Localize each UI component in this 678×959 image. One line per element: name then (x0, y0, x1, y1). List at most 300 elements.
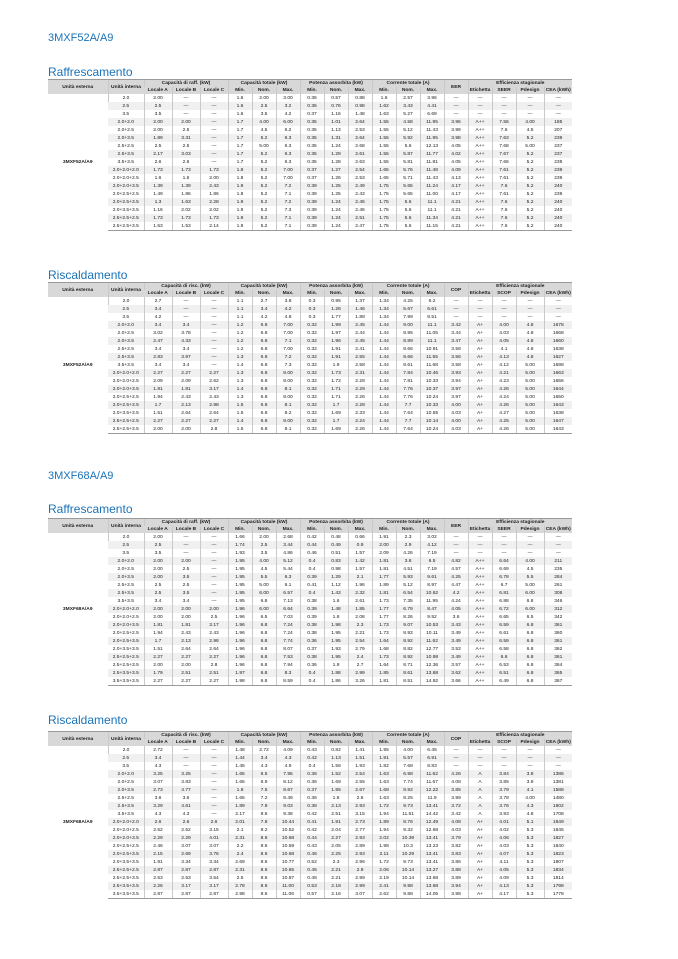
table-cell: 2.68 (348, 142, 372, 150)
table-cell: 1.7 (228, 126, 252, 134)
table-cell: 1.34 (372, 305, 396, 313)
table-cell: 0.39 (300, 182, 324, 190)
table-cell: A++ (468, 166, 492, 174)
table-cell: 1.72 (372, 858, 396, 866)
column-header: Locale A (144, 87, 172, 94)
table-cell: 1.7 (228, 134, 252, 142)
table-row (48, 118, 672, 126)
table-cell: 1.89 (228, 802, 252, 810)
table-cell: 4.08 (444, 778, 468, 786)
table-cell: 2.96 (348, 858, 372, 866)
table-cell: 1.95 (228, 589, 252, 597)
table-cell: 308 (544, 589, 572, 597)
table-cell: 2.13 (172, 637, 200, 645)
table-cell: 0.4 (300, 677, 324, 686)
table-cell: — (544, 102, 572, 110)
table-cell: 2.52 (144, 826, 172, 834)
table-cell: 1.89 (372, 581, 396, 589)
table-cell: 5.3 (516, 874, 544, 882)
table-cell: 0.35 (300, 158, 324, 166)
table-cell: 2.0+2.5+3.5 (108, 401, 144, 409)
table-cell: 2.0+2.5+2.5 (112, 191, 139, 197)
table-cell: 1.49 (144, 190, 172, 198)
section-title-cooling-1: Raffrescamento (48, 65, 133, 79)
column-header: Max. (348, 526, 372, 533)
table-cell: A+ (468, 377, 492, 385)
table-cell: 342 (544, 613, 572, 621)
table-cell: 8.76 (396, 818, 420, 826)
table-cell: 3.98 (444, 890, 468, 899)
table-cell: 2.0+3.5+3.5 (112, 859, 139, 865)
table-cell: 1.7 (324, 417, 348, 425)
table-cell: 7.1 (276, 214, 300, 222)
table-cell: 1.44 (372, 361, 396, 369)
table-cell: 1.63 (172, 198, 200, 206)
table-cell: 3.47 (444, 337, 468, 345)
table-cell: 1.9 (228, 214, 252, 222)
table-cell: 0.41 (300, 818, 324, 826)
table-cell: 8.07 (276, 645, 300, 653)
table-cell: 6.81 (492, 589, 516, 597)
table-cell: 10.98 (420, 653, 444, 661)
table-row (48, 337, 672, 345)
table-cell: 2.29 (144, 834, 172, 842)
table-cell: 1.95 (228, 581, 252, 589)
table-cell: — (544, 305, 572, 313)
column-header: SEER (492, 87, 516, 94)
table-cell: 4.06 (492, 834, 516, 842)
table-cell: 2.51 (200, 669, 228, 677)
table-cell: 4.12 (492, 361, 516, 369)
table-row (48, 826, 672, 834)
table-cell: 3.56 (444, 353, 468, 361)
table-cell: 2.46 (348, 198, 372, 206)
table-cell: — (444, 305, 468, 313)
table-cell: 3.17 (200, 882, 228, 890)
table-cell: 2.45 (348, 337, 372, 345)
table-cell: 6.00 (252, 605, 276, 613)
table-cell: 2.93 (348, 834, 372, 842)
table-cell: 1.6 (144, 174, 172, 182)
table-cell: 3.31 (172, 134, 200, 142)
table-cell: 3.66 (444, 677, 468, 686)
table-cell: 0.32 (300, 337, 324, 345)
table-cell: A++ (468, 597, 492, 605)
table-cell: — (172, 746, 200, 754)
table-cell: 4.25 (444, 573, 468, 581)
table-cell: 2.46 (144, 842, 172, 850)
table-cell: A+ (468, 842, 492, 850)
column-header: Nom. (324, 739, 348, 746)
column-header: Nom. (396, 87, 420, 94)
table-cell: 5.2 (516, 166, 544, 174)
table-cell: 0.32 (300, 425, 324, 434)
table-cell: 5.2 (516, 174, 544, 182)
table-cell: 1.95 (228, 565, 252, 573)
column-group-header: Capacità totale (kW) (228, 732, 300, 740)
table-cell: 2.2 (228, 842, 252, 850)
table-cell: 4.09 (276, 746, 300, 754)
table-cell: A (468, 810, 492, 818)
table-cell: 2.15 (144, 850, 172, 858)
table-cell: 3.93 (444, 369, 468, 377)
table-cell: 3.94 (444, 882, 468, 890)
table-cell: 4.41 (420, 102, 444, 110)
table-cell: 0.39 (300, 198, 324, 206)
table-cell: 11.77 (420, 150, 444, 158)
table-row (48, 778, 672, 786)
table-cell: 6.8 (252, 637, 276, 645)
table-cell: 2.27 (144, 417, 172, 425)
table-cell: 2.02 (372, 834, 396, 842)
table-cell: 7.24 (276, 621, 300, 629)
column-group-header: Potenza assorbita (kW) (300, 732, 372, 740)
table-cell: 0.46 (300, 850, 324, 858)
table-cell: 8.1 (276, 385, 300, 393)
table-cell: 10.68 (276, 850, 300, 858)
table-cell: 2.4 (348, 653, 372, 661)
table-row (48, 874, 672, 882)
table-cell: 8.83 (420, 762, 444, 770)
section-title-heating-1: Riscaldamento (48, 268, 128, 282)
table-cell: A+ (468, 417, 492, 425)
table-cell: 1.88 (348, 313, 372, 321)
table-cell: 1.82 (372, 762, 396, 770)
table-cell: 7.84 (396, 369, 420, 377)
table-cell: 1.44 (372, 353, 396, 361)
table-cell: 2.00 (144, 613, 172, 621)
table-cell: 1.81 (144, 621, 172, 629)
table-row (48, 605, 672, 613)
table-cell: A (468, 794, 492, 802)
table-cell: 8.12 (276, 778, 300, 786)
table-cell: 2.0+3.5 (108, 786, 144, 794)
column-group-header: EER (444, 80, 468, 95)
table-cell: 2.54 (348, 166, 372, 174)
table-cell: 3.34 (172, 858, 200, 866)
column-header: SCOP (492, 290, 516, 297)
table-cell: 3.5+3.5+3.5 (108, 677, 144, 686)
table-row (48, 754, 672, 762)
table-cell: 8.1 (276, 425, 300, 434)
table-cell: 1.6 (172, 174, 200, 182)
table-cell: 2.0+2.5+3.5 (108, 850, 144, 858)
table-cell: 0.3 (300, 297, 324, 305)
table-cell: 2.0+2.0+2.5 (112, 614, 139, 620)
table-cell: A++ (468, 222, 492, 231)
table-cell: 8.1 (276, 401, 300, 409)
table-row (48, 158, 672, 166)
table-cell: — (492, 762, 516, 770)
table-cell: 1.4 (228, 385, 252, 393)
table-cell: 1.34 (372, 313, 396, 321)
table-cell: 1.8 (324, 794, 348, 802)
table-cell: 261 (544, 581, 572, 589)
table-cell: 3.5 (172, 589, 200, 597)
table-cell: 0.35 (300, 118, 324, 126)
column-header: Max. (420, 739, 444, 746)
table-cell: 2.5+3.5 (108, 802, 144, 810)
table-cell: — (492, 313, 516, 321)
table-cell: — (444, 541, 468, 549)
table-cell: 2.0+3.5 (108, 337, 144, 345)
table-cell: — (172, 541, 200, 549)
table-cell: A++ (468, 214, 492, 222)
table-cell: 5.2 (252, 166, 276, 174)
table-cell: A+ (468, 361, 492, 369)
table-cell: 240 (544, 206, 572, 214)
table-cell: 3.4 (144, 321, 172, 329)
table-cell: 0.37 (300, 166, 324, 174)
table-cell: 3.07 (144, 778, 172, 786)
table-cell: 1.63 (372, 110, 396, 118)
table-cell: 4.07 (492, 850, 516, 858)
table-cell: 1.81 (372, 565, 396, 573)
table-cell: 0.39 (300, 222, 324, 231)
table-cell: 2.8 (200, 661, 228, 669)
table-cell: — (172, 297, 200, 305)
table-cell: 2.54 (348, 637, 372, 645)
table-cell: 6.8 (516, 629, 544, 637)
table-cell: 1.55 (372, 126, 396, 134)
table-cell: 2.87 (200, 866, 228, 874)
table-cell: 1.26 (324, 174, 348, 182)
table-cell: 5.2 (252, 198, 276, 206)
table-cell: 3.07 (348, 890, 372, 899)
column-header: Nom. (324, 526, 348, 533)
table-cell: 2.51 (324, 810, 348, 818)
table-cell: — (492, 305, 516, 313)
table-cell: 6.8 (252, 669, 276, 677)
table-cell: 2.5+2.5+2.5 (108, 866, 144, 874)
table-cell: 9.98 (396, 882, 420, 890)
table-cell: 6.1 (276, 581, 300, 589)
table-cell: 2.29 (172, 834, 200, 842)
table-cell: 0.32 (300, 393, 324, 401)
table-cell: 2.0+2.5+3.5 (108, 198, 144, 206)
table-cell: 2.09 (172, 377, 200, 385)
table-cell: 1.24 (324, 206, 348, 214)
table-cell: 2.32 (348, 589, 372, 597)
table-cell: 5.6 (396, 142, 420, 150)
table-cell: 5.2 (252, 150, 276, 158)
table-cell: 2.5 (200, 613, 228, 621)
table-cell: 7.76 (396, 385, 420, 393)
table-cell: A++ (468, 629, 492, 637)
table-cell: 3.5 (122, 763, 130, 769)
table-cell: 3.17 (200, 385, 228, 393)
column-header: Max. (276, 739, 300, 746)
table-cell: 2.0+2.0 (108, 770, 144, 778)
table-cell: 1.26 (324, 305, 348, 313)
table-cell: 7.2 (276, 182, 300, 190)
table-cell: 1.95 (228, 573, 252, 581)
table-cell: 0.4 (300, 669, 324, 677)
table-cell: 1.65 (228, 794, 252, 802)
table-cell: 2.00 (372, 541, 396, 549)
table-row (48, 653, 672, 661)
table-cell: 1386 (544, 770, 572, 778)
table-cell: — (492, 754, 516, 762)
table-cell: 2.00 (252, 533, 276, 541)
column-header: Nom. (396, 290, 420, 297)
table-cell: 1.13 (324, 754, 348, 762)
table-cell: 361 (544, 637, 572, 645)
table-cell: — (492, 533, 516, 541)
table-cell: 3.02 (420, 533, 444, 541)
table-cell: 1.94 (372, 826, 396, 834)
table-cell: 1.5 (228, 409, 252, 417)
table-cell: 2.00 (144, 533, 172, 541)
table-cell: 4.8 (516, 353, 544, 361)
table-cell: 2.62 (372, 890, 396, 899)
table-cell: 365 (544, 669, 572, 677)
table-cell: 7.3 (276, 361, 300, 369)
table-cell: 2.25 (324, 850, 348, 858)
column-group-header: Capacità totale (kW) (228, 519, 300, 527)
table-cell: 2.09 (372, 549, 396, 557)
table-cell: 5.6 (396, 198, 420, 206)
column-group-header: Corrente totale (A) (372, 732, 444, 740)
table-cell: 2.5+2.5 (117, 143, 134, 149)
table-cell: 8.6 (252, 810, 276, 818)
table-cell: 2.09 (144, 377, 172, 385)
table-row (48, 401, 672, 409)
table-cell: 1.7 (228, 142, 252, 150)
table-cell: 7.74 (396, 778, 420, 786)
table-cell: A+ (468, 385, 492, 393)
table-cell: 4.2 (276, 305, 300, 313)
table-cell: 2.46 (348, 206, 372, 214)
table-cell: 1.44 (372, 417, 396, 425)
table-cell: 1.97 (324, 329, 348, 337)
table-cell: 0.88 (348, 94, 372, 102)
table-cell: 2.13 (172, 401, 200, 409)
table-cell: 6.78 (492, 573, 516, 581)
table-cell: 2.87 (200, 890, 228, 899)
table-row (48, 377, 672, 385)
table-cell: 2.6 (144, 158, 172, 166)
table-cell: 2.5 (108, 541, 144, 549)
column-group-header: Potenza assorbita (kW) (300, 80, 372, 88)
table-cell: 6.79 (396, 605, 420, 613)
table-cell: 3.56 (444, 345, 468, 353)
table-cell: A++ (468, 557, 492, 565)
table-cell: 8.2 (252, 826, 276, 834)
table-cell: — (200, 94, 228, 102)
table-cell: 1.65 (228, 778, 252, 786)
table-cell: 4.26 (492, 425, 516, 434)
table-cell: 5.2 (516, 182, 544, 190)
table-cell: 2.05 (324, 842, 348, 850)
table-cell: — (516, 110, 544, 118)
table-cell: 1.6 (228, 102, 252, 110)
table-cell: 12.68 (420, 826, 444, 834)
table-cell: 1.31 (324, 134, 348, 142)
section-title-heating-2: Riscaldamento (48, 713, 128, 727)
table-cell: 1.65 (228, 770, 252, 778)
table-cell: — (444, 94, 468, 102)
table-cell: 1.77 (324, 313, 348, 321)
table-cell: 2.69 (228, 858, 252, 866)
column-header: SEER (492, 526, 516, 533)
table-row (48, 677, 672, 686)
table-cell: 2.18 (324, 882, 348, 890)
table-cell: 1.45 (228, 762, 252, 770)
table-cell: — (444, 549, 468, 557)
table-cell: 1.63 (372, 794, 396, 802)
table-cell: — (516, 754, 544, 762)
table-cell: 2.0 (108, 297, 144, 305)
table-cell: 5.2 (516, 158, 544, 166)
table-cell: 5.3 (516, 858, 544, 866)
table-cell: 10.59 (276, 842, 300, 850)
table-cell: 3.6 (172, 794, 200, 802)
table-cell: 11.1 (420, 321, 444, 329)
table-cell: 2.27 (172, 653, 200, 661)
table-cell: 2.0 (108, 94, 144, 102)
table-cell: 5.3 (516, 890, 544, 899)
column-header: Nom. (252, 290, 276, 297)
table-cell: 2.0 (108, 533, 144, 541)
table-cell: 6.00 (516, 605, 544, 613)
table-cell: 2.02 (172, 206, 200, 214)
table-cell: 9.03 (276, 802, 300, 810)
table-row (48, 669, 672, 677)
table-cell: 2.43 (200, 393, 228, 401)
table-cell: A++ (468, 190, 492, 198)
table-cell: 2.5 (144, 581, 172, 589)
table-cell: 3.72 (444, 802, 468, 810)
table-cell: 2.27 (172, 417, 200, 425)
table-cell: 3.86 (444, 858, 468, 866)
table-cell: 1.72 (324, 377, 348, 385)
table-cell: 7.63 (492, 134, 516, 142)
table-cell: 6.8 (252, 345, 276, 353)
table-cell: 1.93 (324, 645, 348, 653)
table-cell: 6.45 (420, 746, 444, 754)
table-cell: 4.23 (492, 377, 516, 385)
table-cell: 1.81 (372, 677, 396, 686)
table-cell: 3.4 (144, 597, 172, 605)
table-cell: — (200, 589, 228, 597)
table-cell: 1.7 (144, 401, 172, 409)
table-cell: 1.44 (372, 377, 396, 385)
table-cell: 2.16 (324, 890, 348, 899)
table-cell: 4.3 (516, 802, 544, 810)
table-cell: 2.87 (144, 866, 172, 874)
table-cell: 2.00 (172, 605, 200, 613)
table-cell: 4.13 (492, 353, 516, 361)
table-cell: 3.85 (444, 786, 468, 794)
table-cell: 2.0+2.0+2.5 (112, 827, 139, 833)
table-cell: 1.24 (324, 142, 348, 150)
table-cell: 1.73 (372, 653, 396, 661)
table-cell: 8.26 (396, 613, 420, 621)
table-cell: — (492, 110, 516, 118)
column-header: Min. (372, 87, 396, 94)
table-cell: 1.99 (324, 321, 348, 329)
table-cell: 3.6 (444, 613, 468, 621)
table-row (48, 858, 672, 866)
table-cell: — (200, 786, 228, 794)
column-header: Min. (228, 290, 252, 297)
column-group-header: COP (444, 283, 468, 298)
column-header: Pdesign (516, 87, 544, 94)
table-cell: 5.2 (516, 190, 544, 198)
column-header: Etichetta (469, 740, 491, 745)
table-cell: 6.8 (252, 385, 276, 393)
